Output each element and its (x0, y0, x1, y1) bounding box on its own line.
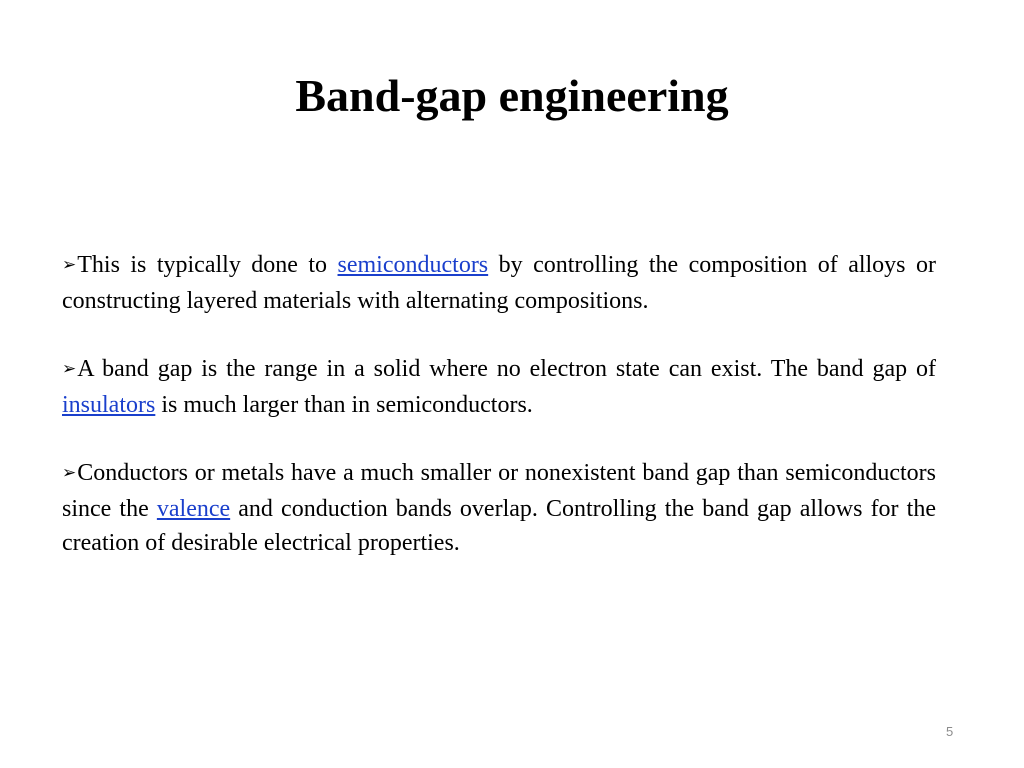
arrow-bullet-icon: ➢ (62, 463, 77, 483)
arrow-bullet-icon: ➢ (62, 255, 77, 275)
slide-title: Band-gap engineering (295, 70, 729, 121)
arrow-bullet-icon: ➢ (62, 359, 77, 379)
bullet-text: A band gap is the range in a solid where no electron state can exist. The band gap of (77, 356, 936, 382)
semiconductors-link[interactable]: semiconductors (337, 252, 489, 278)
bullet-paragraph (62, 248, 936, 318)
insulators-link[interactable]: insulators (62, 392, 156, 418)
page-number: 5 (946, 724, 954, 739)
bullet-text: is much larger than in semiconductors. (155, 392, 533, 418)
bullet-text: Conductors or metals have a much smaller or nonexistent band gap than semiconductors since the (62, 460, 936, 522)
valence-link[interactable]: valence (156, 496, 231, 522)
slide-content (62, 248, 936, 594)
bullet-text: This is typically done to (77, 252, 338, 278)
bullet-paragraph (62, 352, 936, 422)
bullet-text: by controlling the composition of alloys or constructing layered materials with alternating compositions. (62, 252, 936, 314)
bullet-paragraph (62, 456, 936, 560)
bullet-text: and conduction bands overlap. Controlling the band gap allows for the creation of desirable electrical properties. (62, 496, 936, 556)
